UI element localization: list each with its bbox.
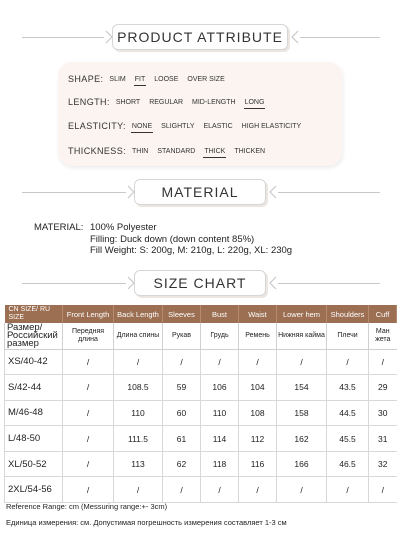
- table-header-en: [5, 305, 397, 323]
- fabric-composition: 100% Polyester: [90, 222, 157, 233]
- size-cell: XL/50-52: [5, 451, 63, 477]
- measurement-cell: 45.5: [327, 426, 369, 452]
- measurement-cell: /: [369, 477, 397, 503]
- column-header: Shoulders: [327, 305, 369, 323]
- attribute-label: SHAPE:: [68, 74, 104, 84]
- measurement-cell: /: [114, 349, 163, 375]
- measurement-cell: 59: [163, 375, 201, 401]
- measurement-cell: 166: [277, 451, 327, 477]
- measurement-cell: 113: [114, 451, 163, 477]
- measurement-cell: 154: [277, 375, 327, 401]
- measurement-cell: /: [163, 477, 201, 503]
- column-header-ru: Рукав: [163, 323, 201, 349]
- size-cell: XS/40-42: [5, 349, 63, 375]
- measurement-cell: /: [163, 349, 201, 375]
- caret-left-icon: [268, 276, 278, 290]
- measurement-cell: /: [63, 426, 114, 452]
- measurement-cell: 61: [163, 426, 201, 452]
- section-title: SIZE CHART: [134, 270, 266, 296]
- attribute-option: REGULAR: [149, 98, 184, 106]
- attribute-option: MID-LENGTH: [192, 98, 236, 106]
- caret-left-icon: [268, 185, 278, 199]
- measurement-cell: 110: [201, 400, 239, 426]
- size-cell: L/48-50: [5, 426, 63, 452]
- header-rule-right: [278, 192, 380, 193]
- attribute-option: SLIGHTLY: [161, 122, 195, 130]
- attribute-label: THICKNESS:: [68, 146, 127, 156]
- measurement-cell: 44.5: [327, 400, 369, 426]
- material-info: [34, 222, 292, 257]
- header-rule-right: [300, 37, 380, 38]
- measurement-cell: /: [63, 400, 114, 426]
- measurement-cell: 106: [201, 375, 239, 401]
- measurement-cell: 60: [163, 400, 201, 426]
- measurement-cell: 108: [239, 400, 277, 426]
- table-row: [5, 400, 397, 426]
- measurement-cell: 43.5: [327, 375, 369, 401]
- attribute-option: ELASTIC: [203, 122, 233, 130]
- measurement-cell: /: [239, 477, 277, 503]
- column-header-ru: Грудь: [201, 323, 239, 349]
- column-header: Waist: [239, 305, 277, 323]
- header-rule-left: [22, 283, 126, 284]
- measurement-cell: 162: [277, 426, 327, 452]
- product-attribute-header: [0, 24, 400, 52]
- measurement-cell: 104: [239, 375, 277, 401]
- table-header-ru: [5, 323, 397, 349]
- material-header: [0, 179, 400, 207]
- size-cell: 2XL/54-56: [5, 477, 63, 503]
- measurement-cell: 112: [239, 426, 277, 452]
- size-cell: S/42-44: [5, 375, 63, 401]
- measurement-cell: /: [239, 349, 277, 375]
- measurement-cell: /: [327, 477, 369, 503]
- column-header-ru: Размер/ Российский размер: [5, 323, 63, 349]
- measurement-cell: 30: [369, 400, 397, 426]
- measurement-cell: 116: [239, 451, 277, 477]
- measurement-cell: /: [327, 349, 369, 375]
- measurement-cell: /: [63, 451, 114, 477]
- attribute-panel: [58, 62, 342, 166]
- section-title: PRODUCT ATTRIBUTE: [112, 24, 288, 50]
- attribute-option-selected: NONE: [131, 122, 153, 130]
- attribute-label: LENGTH:: [68, 97, 110, 107]
- attribute-option: SLIM: [109, 75, 126, 83]
- attribute-row: [68, 119, 310, 133]
- table-row: [5, 426, 397, 452]
- column-header: Sleeves: [163, 305, 201, 323]
- column-header-ru: Передняя длина: [63, 323, 114, 349]
- reference-range-note: Reference Range: cm (Messuring range:+- 3cm): [6, 502, 168, 511]
- measurement-cell: 29: [369, 375, 397, 401]
- measurement-cell: 46.5: [327, 451, 369, 477]
- measurement-cell: 111.5: [114, 426, 163, 452]
- measurement-cell: 62: [163, 451, 201, 477]
- measurement-cell: 118: [201, 451, 239, 477]
- measurement-cell: /: [277, 349, 327, 375]
- column-header-ru: Плечи: [327, 323, 369, 349]
- measurement-cell: /: [201, 349, 239, 375]
- attribute-option: THICKEN: [234, 147, 266, 155]
- attribute-option: HIGH ELASTICITY: [241, 122, 302, 130]
- fill-weight-info: Fill Weight: S: 200g, M: 210g, L: 220g, XL: 230g: [90, 245, 293, 256]
- section-title: MATERIAL: [134, 179, 266, 205]
- caret-left-icon: [290, 30, 300, 44]
- measurement-cell: 110: [114, 400, 163, 426]
- measurement-cell: 31: [369, 426, 397, 452]
- measurement-cell: 114: [201, 426, 239, 452]
- column-header: Cuff: [369, 305, 397, 323]
- column-header: Back Length: [114, 305, 163, 323]
- attribute-option-selected: FIT: [134, 75, 146, 83]
- measurement-cell: 32: [369, 451, 397, 477]
- attribute-option: SHORT: [115, 98, 141, 106]
- attribute-option: STANDARD: [157, 147, 196, 155]
- attribute-label: ELASTICITY:: [68, 121, 126, 131]
- measurement-cell: /: [114, 477, 163, 503]
- measurement-cell: /: [201, 477, 239, 503]
- table-row: [5, 477, 397, 503]
- attribute-option: THIN: [132, 147, 149, 155]
- table-row: [5, 451, 397, 477]
- size-chart-header: [0, 270, 400, 298]
- attribute-row: [68, 72, 234, 86]
- measurement-cell: 158: [277, 400, 327, 426]
- measurement-cell: 108.5: [114, 375, 163, 401]
- table-row: [5, 349, 397, 375]
- attribute-row: [68, 95, 273, 109]
- measurement-cell: /: [369, 349, 397, 375]
- size-chart-table: [4, 305, 397, 503]
- measurement-cell: /: [63, 375, 114, 401]
- attribute-row: [68, 144, 274, 158]
- measurement-cell: /: [63, 349, 114, 375]
- column-header: Bust: [201, 305, 239, 323]
- attribute-option-selected: THICK: [204, 147, 226, 155]
- attribute-option: OVER SIZE: [187, 75, 225, 83]
- column-header-ru: Ман жета: [369, 323, 397, 349]
- column-header-ru: Длина спины: [114, 323, 163, 349]
- size-cell: M/46-48: [5, 400, 63, 426]
- header-rule-right: [278, 283, 380, 284]
- column-header: Lower hem: [277, 305, 327, 323]
- header-rule-left: [22, 192, 126, 193]
- header-rule-left: [22, 37, 104, 38]
- column-header-ru: Нижняя кайма: [277, 323, 327, 349]
- column-header-ru: Ремень: [239, 323, 277, 349]
- column-header: Front Length: [63, 305, 114, 323]
- reference-range-note-ru: Единица измерения: см. Допустимая погрешность измерения составляет 1-3 см: [6, 518, 287, 527]
- measurement-cell: /: [277, 477, 327, 503]
- column-header: CN SIZE/ RU SIZE: [5, 305, 63, 323]
- table-row: [5, 375, 397, 401]
- material-label: MATERIAL:: [34, 222, 84, 233]
- attribute-option: LOOSE: [154, 75, 179, 83]
- measurement-cell: /: [63, 477, 114, 503]
- attribute-option-selected: LONG: [244, 98, 265, 106]
- filling-info: Filling: Duck down (down content 85%): [90, 233, 255, 245]
